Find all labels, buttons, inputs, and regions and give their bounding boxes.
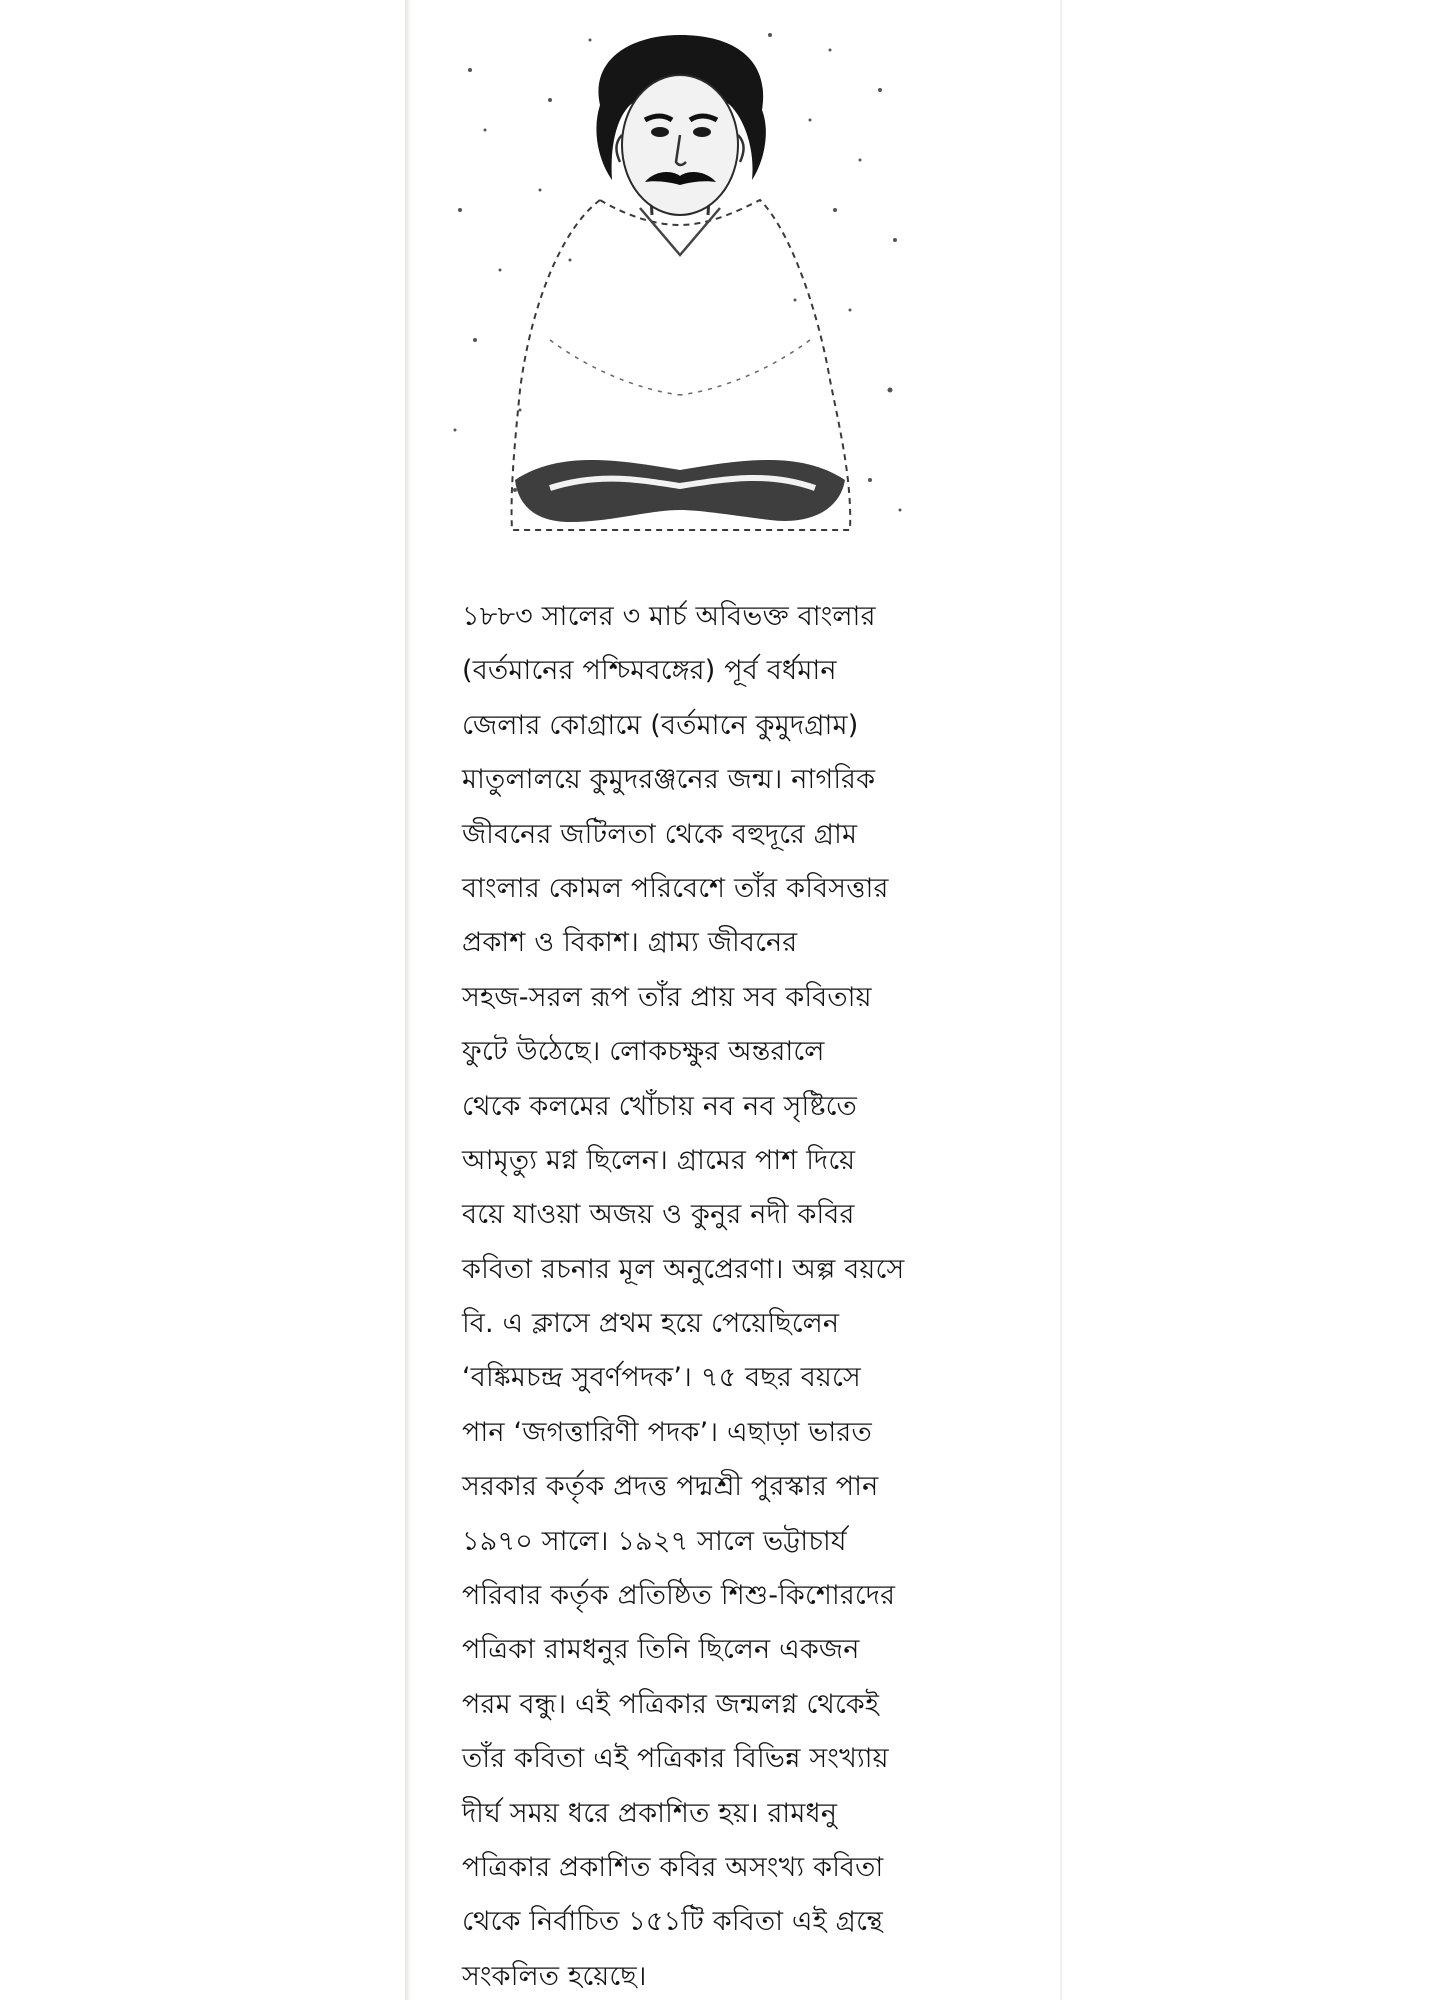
- bio-line: সংকলিত হয়েছে।: [462, 1960, 647, 1992]
- page-fold-shadow: [405, 0, 411, 2000]
- author-portrait-photo: [440, 10, 920, 550]
- bio-line: পরম বন্ধু। এই পত্রিকার জন্মলগ্ন থেকেই: [462, 1688, 880, 1720]
- bio-line: ১৮৮৩ সালের ৩ মার্চ অবিভক্ত বাংলার: [462, 601, 876, 632]
- bio-line: বয়ে যাওয়া অজয় ও কুনুর নদী কবির: [462, 1199, 855, 1231]
- bio-line: সহজ-সরল রূপ তাঁর প্রায় সব কবিতায়: [462, 981, 872, 1013]
- bio-line: প্রকাশ ও বিকাশ। গ্রাম্য জীবনের: [462, 927, 798, 959]
- bio-line: ১৯৭০ সালে। ১৯২৭ সালে ভট্টাচার্য: [462, 1525, 847, 1557]
- left-eye: [651, 127, 669, 137]
- bio-line: (বর্তমানের পশ্চিমবঙ্গের) পূর্ব বর্ধমান: [462, 655, 837, 687]
- bio-line: আমৃত্যু মগ্ন ছিলেন। গ্রামের পাশ দিয়ে: [462, 1144, 856, 1176]
- page-right-edge: [1060, 0, 1062, 2000]
- bio-line: থেকে নির্বাচিত ১৫১টি কবিতা এই গ্রন্থে: [462, 1906, 884, 1938]
- arm-folds: [550, 340, 810, 395]
- bio-line: কবিতা রচনার মূল অনুপ্রেরণা। অল্প বয়সে: [462, 1253, 905, 1285]
- right-eye: [693, 127, 711, 137]
- bio-line: বাংলার কোমল পরিবেশে তাঁর কবিসত্তার: [462, 872, 889, 904]
- bio-line: দীর্ঘ সময় ধরে প্রকাশিত হয়। রামধনু: [462, 1797, 838, 1829]
- bio-line: সরকার কর্তৃক প্রদত্ত পদ্মশ্রী পুরস্কার পান: [462, 1471, 879, 1503]
- bio-line: মাতুলালয়ে কুমুদরঞ্জনের জন্ম। নাগরিক: [462, 764, 876, 796]
- face: [622, 75, 738, 215]
- bio-line: ফুটে উঠেছে। লোকচক্ষুর অন্তরালে: [462, 1036, 825, 1068]
- bio-line: তাঁর কবিতা এই পত্রিকার বিভিন্ন সংখ্যায়: [462, 1743, 889, 1775]
- bio-line: ‘বঙ্কিমচন্দ্র সুবর্ণপদক’। ৭৫ বছর বয়সে: [462, 1362, 861, 1394]
- bio-line: বি. এ ক্লাসে প্রথম হয়ে পেয়েছিলেন: [462, 1308, 840, 1340]
- folded-cloth: [515, 460, 845, 522]
- author-biography: [462, 590, 1022, 2004]
- bio-line: পত্রিকা রামধনুর তিনি ছিলেন একজন: [462, 1634, 860, 1666]
- bio-line: জেলার কোগ্রামে (বর্তমানে কুমুদগ্রাম): [462, 709, 859, 741]
- bio-line: পরিবার কর্তৃক প্রতিষ্ঠিত শিশু-কিশোরদের: [462, 1580, 896, 1612]
- bio-line: থেকে কলমের খোঁচায় নব নব সৃষ্টিতে: [462, 1090, 857, 1122]
- bio-line: জীবনের জটিলতা থেকে বহুদূরে গ্রাম: [462, 818, 858, 850]
- bio-line: পান ‘জগত্তারিণী পদক’। এছাড়া ভারত: [462, 1416, 872, 1448]
- bio-line: পত্রিকার প্রকাশিত কবির অসংখ্য কবিতা: [462, 1851, 884, 1883]
